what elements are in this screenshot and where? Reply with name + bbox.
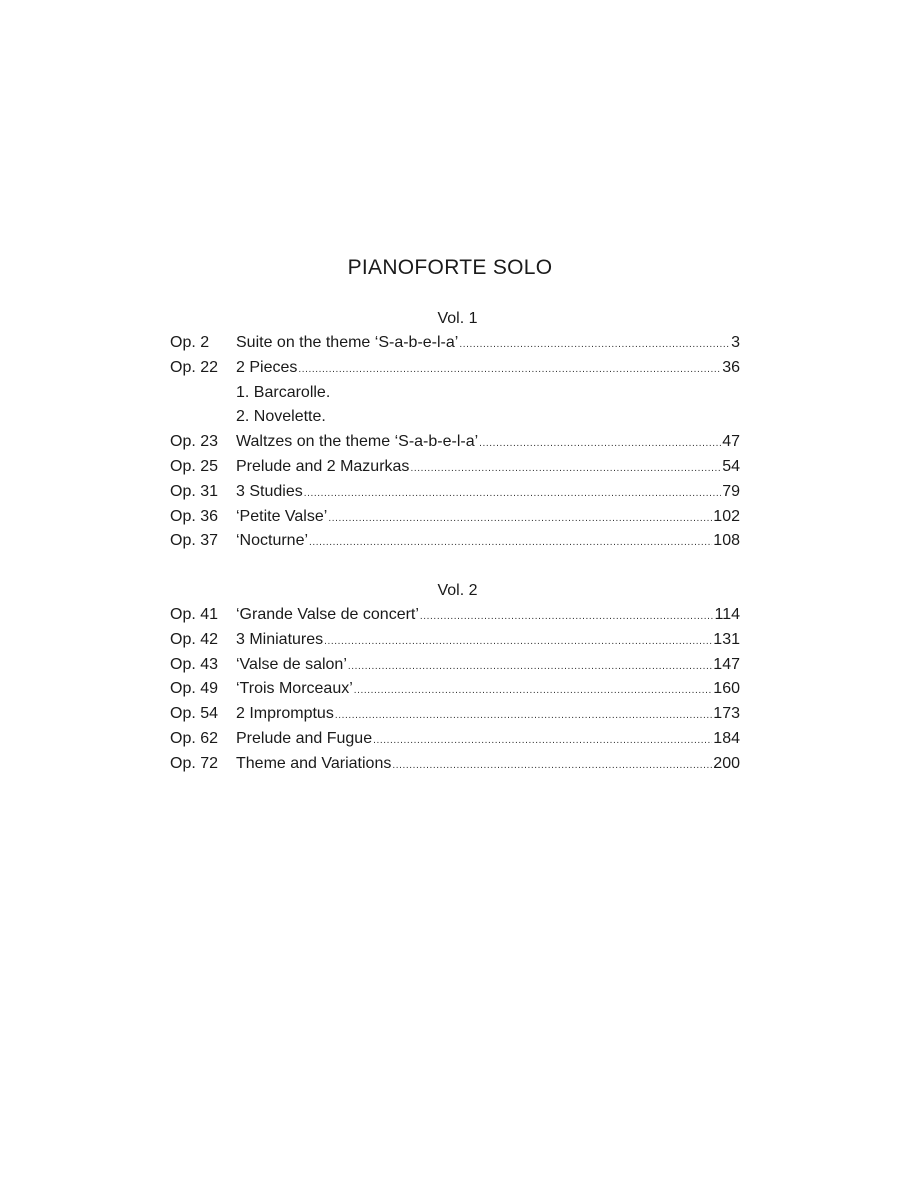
work-title: 2 Impromptus: [236, 705, 334, 723]
opus-number: Op. 72: [170, 754, 219, 772]
opus-number: Op. 25: [170, 457, 219, 475]
work-title: Theme and Variations: [236, 754, 392, 772]
dot-leader: [410, 457, 721, 482]
page-number: 108: [713, 532, 740, 550]
toc-entry: [170, 727, 740, 752]
volume-heading: Vol. 1: [437, 310, 478, 327]
volume-2-contents: [170, 603, 740, 777]
dot-leader: [354, 679, 713, 704]
work-title: 3 Miniatures: [236, 630, 324, 648]
page-number: 114: [714, 606, 740, 623]
dot-leader: [479, 432, 721, 457]
page-number: 79: [722, 482, 740, 500]
opus-number: Op. 42: [170, 630, 219, 648]
dot-leader: [304, 482, 721, 507]
volume-1-contents: [170, 331, 740, 554]
page-number: 54: [722, 457, 740, 475]
dot-leader: [420, 605, 714, 630]
page-number: 147: [713, 655, 740, 673]
work-title: ‘Nocturne’: [236, 532, 309, 550]
opus-number: Op. 23: [170, 433, 219, 451]
dot-leader: [459, 333, 730, 358]
opus-number: Op. 49: [170, 680, 219, 698]
dot-leader: [373, 729, 712, 754]
work-title: Prelude and Fugue: [236, 729, 373, 747]
work-title: ‘Trois Morceaux’: [236, 680, 353, 698]
page-number: 173: [713, 705, 740, 723]
opus-number: Op. 62: [170, 729, 219, 747]
opus-number: Op. 31: [170, 482, 219, 500]
work-title: Waltzes on the theme ‘S-a-b-e-l-a’: [236, 433, 479, 451]
work-title: Prelude and 2 Mazurkas: [236, 457, 410, 475]
opus-number: Op. 22: [170, 358, 219, 376]
toc-entry: [170, 430, 740, 455]
toc-entry: [170, 677, 740, 702]
opus-number: Op. 41: [170, 606, 219, 623]
page-number: 47: [722, 433, 740, 451]
toc-entry: [170, 529, 740, 554]
toc-entry: [170, 505, 740, 530]
toc-entry: [170, 653, 740, 678]
page-number: 3: [731, 334, 740, 351]
toc-entry: [170, 331, 740, 356]
opus-number: Op. 43: [170, 655, 219, 673]
page-number: 102: [713, 507, 740, 525]
toc-entry: [170, 702, 740, 727]
toc-subitem: 1. Barcarolle.: [236, 383, 331, 401]
dot-leader: [298, 358, 721, 383]
volume-heading: Vol. 2: [437, 582, 478, 599]
toc-entry: [170, 752, 740, 777]
dot-leader: [348, 655, 712, 680]
opus-number: Op. 37: [170, 532, 219, 550]
toc-entry: [170, 628, 740, 653]
toc-subitem: 2. Novelette.: [236, 408, 326, 426]
page-number: 160: [713, 680, 740, 698]
work-title: Suite on the theme ‘S-a-b-e-l-a’: [236, 334, 459, 351]
page-number: 36: [722, 358, 740, 376]
work-title: 3 Studies: [236, 482, 303, 500]
dot-leader: [392, 754, 712, 779]
page-title: PIANOFORTE SOLO: [347, 256, 553, 279]
opus-number: Op. 2: [170, 334, 210, 351]
work-title: ‘Petite Valse’: [236, 507, 328, 525]
opus-number: Op. 36: [170, 507, 219, 525]
dot-leader: [324, 630, 712, 655]
page-number: 200: [713, 754, 740, 772]
toc-entry: [170, 455, 740, 480]
toc-entry: [170, 356, 740, 381]
dot-leader: [328, 507, 712, 532]
dot-leader: [335, 704, 712, 729]
toc-entry: [170, 603, 740, 628]
work-title: ‘Grande Valse de concert’: [236, 606, 419, 623]
work-title: ‘Valse de salon’: [236, 655, 347, 673]
toc-entry: [170, 480, 740, 505]
opus-number: Op. 54: [170, 705, 219, 723]
page-number: 131: [713, 630, 740, 648]
page-number: 184: [713, 729, 740, 747]
work-title: 2 Pieces: [236, 358, 298, 376]
dot-leader: [309, 531, 712, 556]
